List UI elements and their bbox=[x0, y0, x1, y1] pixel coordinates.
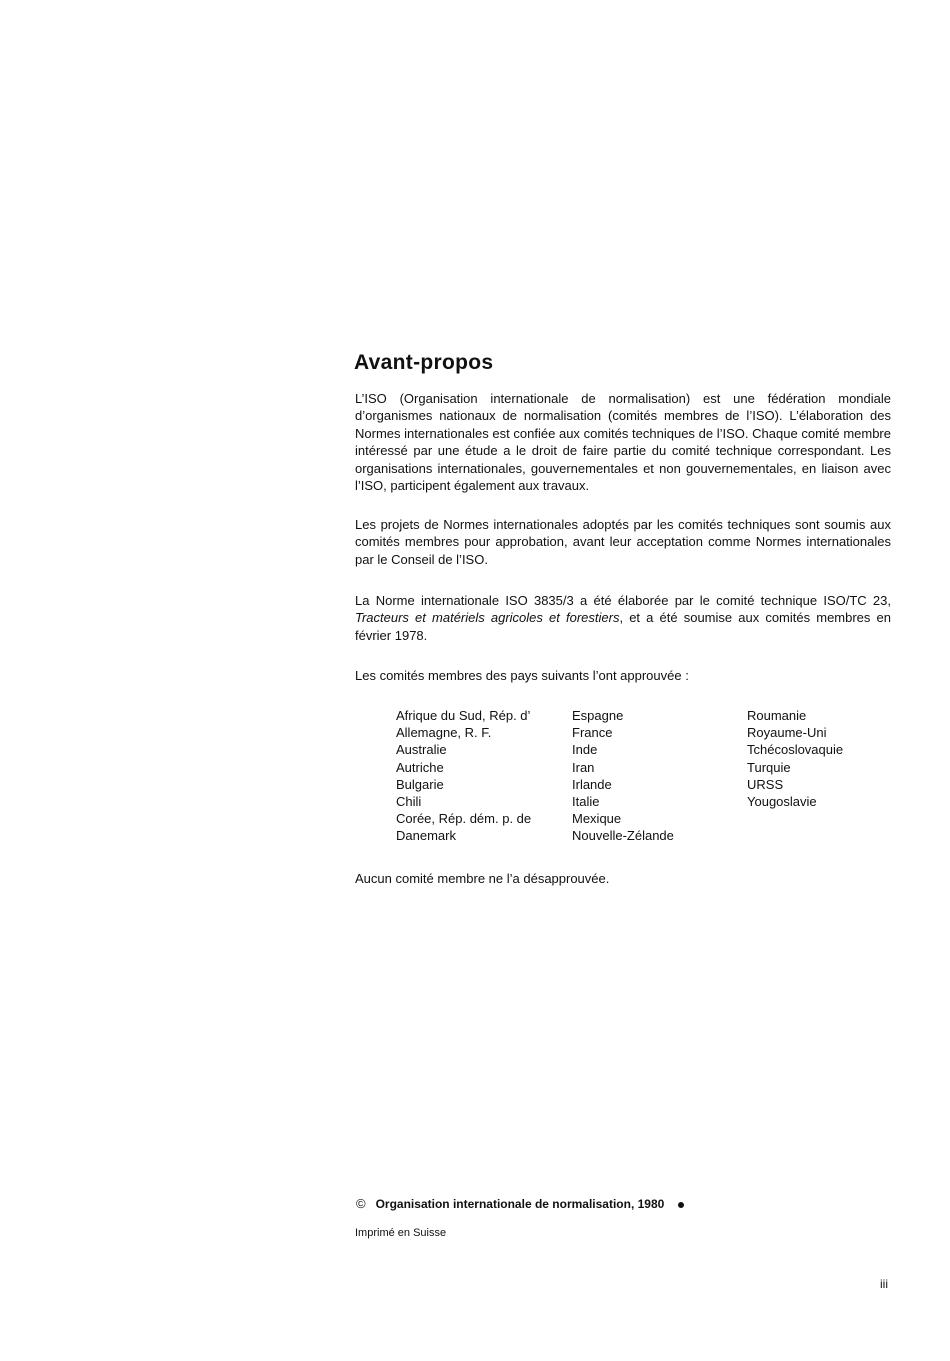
copyright-text: Organisation internationale de normalisation, 1980 bbox=[375, 1197, 665, 1211]
country-item: URSS bbox=[747, 776, 784, 792]
printed-in: Imprimé en Suisse bbox=[355, 1227, 447, 1239]
country-item: Chili bbox=[396, 794, 422, 810]
bullet-icon bbox=[678, 1202, 684, 1208]
country-list-column-3 bbox=[747, 707, 843, 810]
page-title: Avant-propos bbox=[354, 351, 494, 374]
country-item: Mexique bbox=[572, 811, 622, 827]
paragraph-text bbox=[355, 592, 891, 644]
country-list-column-1 bbox=[396, 707, 531, 845]
country-item: Irlande bbox=[572, 776, 612, 792]
country-item: Corée, Rép. dém. p. de bbox=[396, 811, 532, 827]
country-item: Bulgarie bbox=[396, 776, 444, 792]
foreword-paragraph-3 bbox=[355, 592, 891, 644]
approval-intro bbox=[355, 667, 891, 684]
country-list-column-2 bbox=[572, 707, 674, 845]
copyright-icon: © bbox=[356, 1196, 366, 1211]
country-item: Tchécoslovaquie bbox=[747, 742, 844, 758]
paragraph-text: Aucun comité membre ne l’a désapprouvée. bbox=[355, 871, 610, 886]
country-item: Allemagne, R. F. bbox=[396, 725, 492, 741]
country-item: France bbox=[572, 725, 613, 741]
country-item: Australie bbox=[396, 742, 447, 758]
paragraph-text-start: La Norme internationale ISO 3835/3 a été élaborée par le comité technique ISO/TC 23, bbox=[355, 593, 891, 608]
country-item: Inde bbox=[572, 742, 598, 758]
page-number: iii bbox=[880, 1277, 888, 1291]
foreword-paragraph-1 bbox=[355, 390, 891, 494]
country-item: Roumanie bbox=[747, 708, 807, 723]
copyright-line bbox=[356, 1196, 684, 1211]
country-item: Danemark bbox=[396, 828, 456, 844]
paragraph-text: L’ISO (Organisation internationale de normalisation) est une fédération mondiale d’organismes nationaux de normalisation (comités membres de l’ISO). L’élaboration des Normes internationales est confiée aux comités techniques de l’ISO. Chaque comité membre intéressé par une étude a le droit de faire partie du comité technique correspondant. Les organisations internationales, gouvernementales et non gouvernementales, en liaison avec l’ISO, participent également aux travaux. bbox=[355, 391, 891, 494]
paragraph-text: Les projets de Normes internationales adoptés par les comités techniques sont soumis aux comités membres pour approbation, avant leur acceptation comme Normes internationales par le Conseil de l’ISO. bbox=[355, 517, 891, 567]
country-item: Royaume-Uni bbox=[747, 725, 827, 741]
country-item: Turquie bbox=[747, 759, 791, 775]
country-item: Espagne bbox=[572, 708, 624, 723]
country-item: Yougoslavie bbox=[747, 794, 817, 810]
disapproval-statement bbox=[355, 870, 891, 887]
country-item: Nouvelle-Zélande bbox=[572, 828, 674, 844]
foreword-paragraph-2 bbox=[355, 516, 891, 568]
paragraph-text-end: , et a été soumise aux comités membres en février 1978. bbox=[355, 610, 891, 643]
country-item: Autriche bbox=[396, 759, 444, 775]
paragraph-text: Les comités membres des pays suivants l’ont approuvée : bbox=[355, 668, 689, 683]
committee-title: Tracteurs et matériels agricoles et forestiers bbox=[355, 610, 620, 626]
country-item: Italie bbox=[572, 794, 600, 810]
country-item: Iran bbox=[572, 759, 595, 775]
country-item: Afrique du Sud, Rép. d’ bbox=[396, 708, 531, 723]
